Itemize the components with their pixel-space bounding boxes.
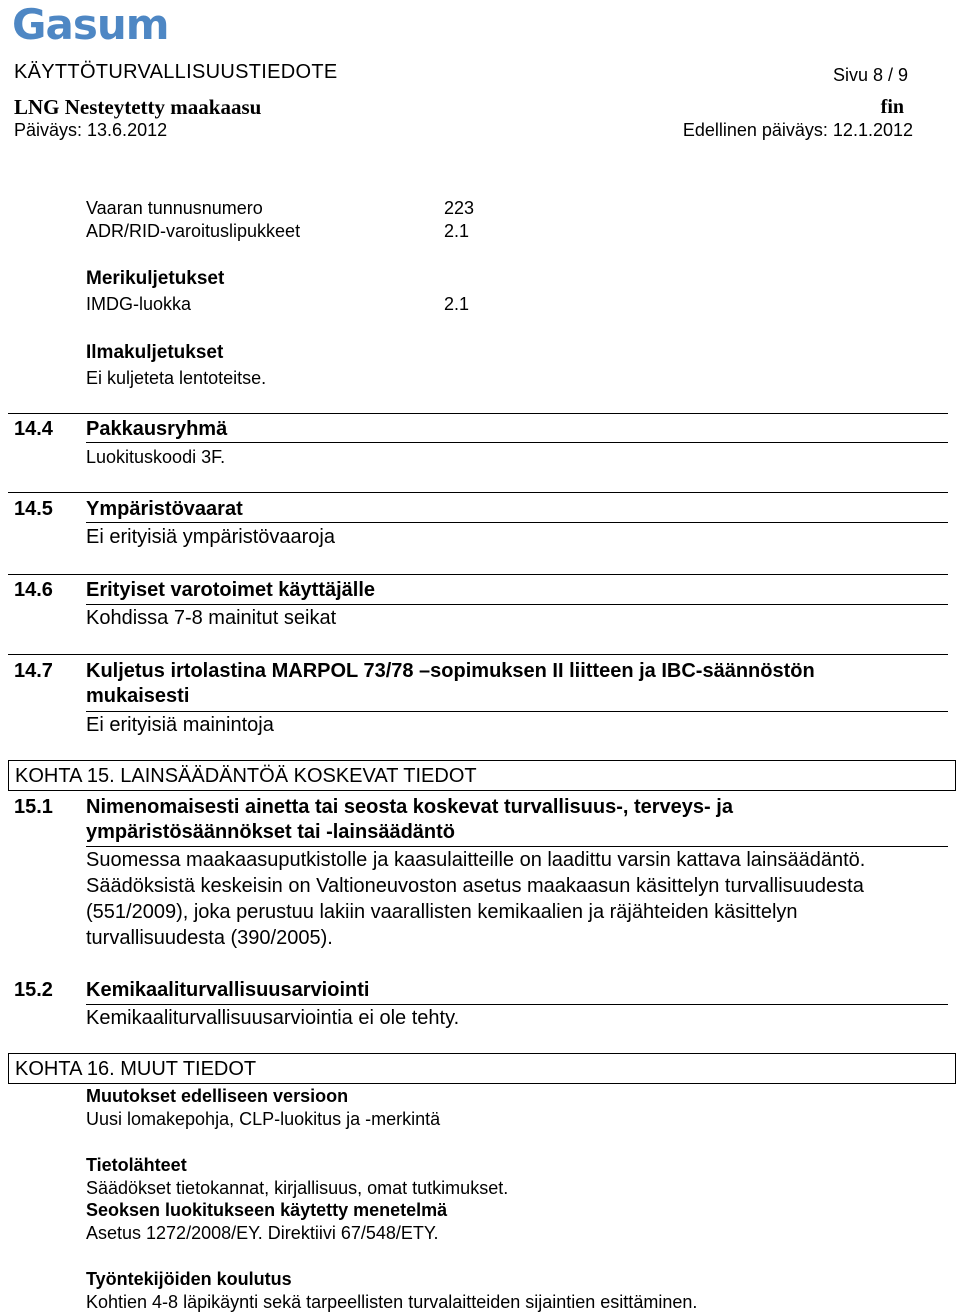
company-logo: Gasum <box>12 0 169 49</box>
sources-text: Säädökset tietokannat, kirjallisuus, omat tutkimukset. <box>86 1178 509 1198</box>
section-16-header <box>8 1053 956 1084</box>
section-15-1-title-line1: Nimenomaisesti ainetta tai seosta koskevat turvallisuus-, terveys- ja <box>86 796 733 818</box>
sources-heading: Tietolähteet <box>86 1155 187 1175</box>
section-14-7-text: Ei erityisiä mainintoja <box>86 714 274 736</box>
training-heading: Työntekijöiden koulutus <box>86 1269 292 1289</box>
section-15-header <box>8 760 956 791</box>
section-14-4-text: Luokituskoodi 3F. <box>86 447 226 467</box>
air-transport-text: Ei kuljeteta lentoteitse. <box>86 368 267 388</box>
adr-label: ADR/RID-varoituslipukkeet <box>86 221 301 241</box>
section-15-2-number: 15.2 <box>14 979 53 1001</box>
section-14-4-title: Pakkausryhmä <box>86 418 228 440</box>
changes-heading: Muutokset edelliseen versioon <box>86 1086 349 1106</box>
changes-text: Uusi lomakepohja, CLP-luokitus ja -merkintä <box>86 1109 441 1129</box>
divider-14-6 <box>8 574 948 575</box>
previous-date: Edellinen päiväys: 12.1.2012 <box>682 120 913 140</box>
underline-15-2 <box>86 1004 948 1005</box>
section-15-2-title: Kemikaaliturvallisuusarviointi <box>86 979 370 1001</box>
section-14-5-title: Ympäristövaarat <box>86 498 243 520</box>
section-14-6-number: 14.6 <box>14 579 53 601</box>
section-14-6-title: Erityiset varotoimet käyttäjälle <box>86 579 376 601</box>
underline-15-1 <box>86 846 948 847</box>
section-15-2-text: Kemikaaliturvallisuusarviointia ei ole tehty. <box>86 1007 460 1029</box>
imdg-value: 2.1 <box>444 294 470 314</box>
underline-14-6 <box>86 604 948 605</box>
section-16-title: KOHTA 16. MUUT TIEDOT <box>15 1058 257 1080</box>
adr-value: 2.1 <box>444 221 470 241</box>
divider-14-7 <box>8 654 948 655</box>
section-14-7-number: 14.7 <box>14 660 53 682</box>
method-heading: Seoksen luokitukseen käytetty menetelmä <box>86 1200 448 1220</box>
underline-14-4 <box>86 442 948 443</box>
section-14-6-text: Kohdissa 7-8 mainitut seikat <box>86 607 337 629</box>
section-15-1-title-line2: ympäristösäännökset tai -lainsäädäntö <box>86 821 456 843</box>
section-14-7-title-line1: Kuljetus irtolastina MARPOL 73/78 –sopimuksen II liitteen ja IBC-säännöstön <box>86 660 815 682</box>
divider-14-4 <box>8 413 948 414</box>
section-14-5-text: Ei erityisiä ympäristövaaroja <box>86 526 335 548</box>
section-14-7-title-line2: mukaisesti <box>86 685 190 707</box>
section-15-1-line: turvallisuudesta (390/2005). <box>86 927 333 949</box>
underline-14-7 <box>86 711 948 712</box>
divider-14-5 <box>8 492 948 493</box>
section-15-title: KOHTA 15. LAINSÄÄDÄNTÖÄ KOSKEVAT TIEDOT <box>15 765 477 787</box>
section-15-1-line: Säädöksistä keskeisin on Valtioneuvoston asetus maakaasun käsittelyn turvallisuudesta <box>86 875 864 897</box>
product-name: LNG Nesteytetty maakaasu <box>14 95 262 119</box>
method-text: Asetus 1272/2008/EY. Direktiivi 67/548/ETY. <box>86 1223 439 1243</box>
document-date: Päiväys: 13.6.2012 <box>14 120 168 140</box>
section-15-1-line: (551/2009), joka perustuu lakiin vaarallisten kemikaalien ja räjähteiden käsittelyn <box>86 901 798 923</box>
document-title: KÄYTTÖTURVALLISUUSTIEDOTE <box>14 61 338 83</box>
section-15-1-line: Suomessa maakaasuputkistolle ja kaasulaitteille on laadittu varsin kattava lainsäädäntö. <box>86 849 866 871</box>
section-14-5-number: 14.5 <box>14 498 53 520</box>
section-15-1-number: 15.1 <box>14 796 53 818</box>
imdg-label: IMDG-luokka <box>86 294 192 314</box>
section-14-4-number: 14.4 <box>14 418 53 440</box>
sea-transport-heading: Merikuljetukset <box>86 268 225 289</box>
underline-14-5 <box>86 522 948 523</box>
training-text: Kohtien 4-8 läpikäynti sekä tarpeellisten turvalaitteiden sijaintien esittäminen. <box>86 1292 698 1312</box>
page-number: Sivu 8 / 9 <box>832 65 908 85</box>
air-transport-heading: Ilmakuljetukset <box>86 342 224 363</box>
language-code: fin <box>880 96 904 118</box>
hazard-number-label: Vaaran tunnusnumero <box>86 198 263 218</box>
hazard-number-value: 223 <box>444 198 475 218</box>
